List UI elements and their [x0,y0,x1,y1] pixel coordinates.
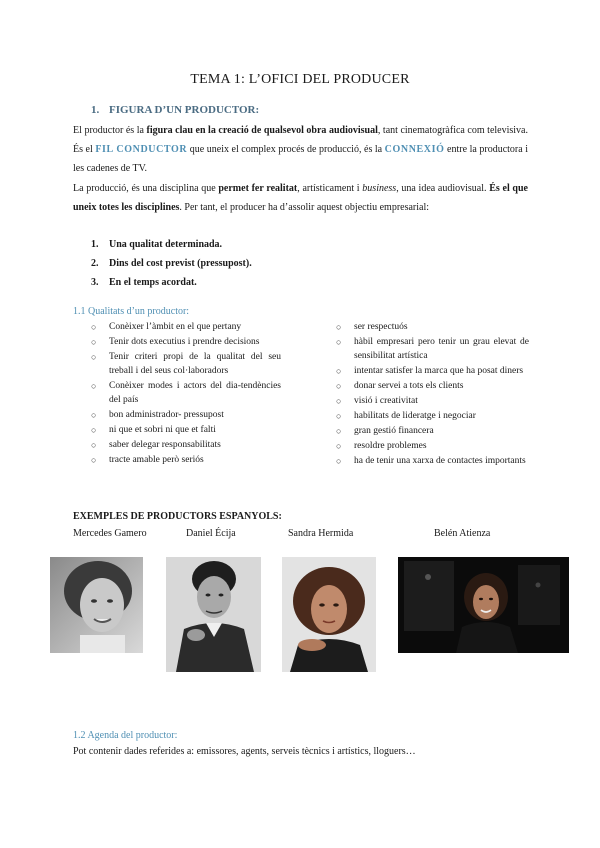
bullet-circle-icon: ○ [336,381,342,391]
text-run: , artísticament i [297,183,363,194]
item-text: resoldre problemes [354,441,427,451]
bullet-circle-icon: ○ [91,425,97,435]
text-run: El productor és la [73,125,147,136]
bullet-circle-icon: ○ [336,456,342,466]
bullet-circle-icon: ○ [336,322,342,332]
item-text: intentar satisfer la marca que ha posat diners [354,366,524,376]
bold-text: permet fer realitat [218,183,298,194]
bullet-circle-icon: ○ [336,366,342,376]
text-run: que uneix el complex procés de producció, és la [187,144,385,155]
bullet-circle-icon: ○ [91,455,97,465]
paragraph-intro [73,121,528,178]
item-text: hàbil empresari pero tenir un grau elevat de sensibilitat artística [354,337,529,361]
item-text: donar servei a tots els clients [354,381,464,391]
item-text: ni que et sobri ni que et falti [109,425,216,435]
list-item [91,423,281,437]
text-run: . Per tant, el producer ha d’assolir aquest objectiu empresarial: [179,202,430,213]
item-text: Conèixer l’àmbit en el que pertany [109,322,242,332]
italic-text: business [362,183,397,194]
bullet-circle-icon: ○ [336,411,342,421]
item-number: 2. [91,258,99,269]
portrait-image [50,557,143,653]
item-text: visió i creativitat [354,396,418,406]
subsection-heading-qualitats: 1.1 Qualitats d’un productor: [73,306,190,317]
list-item [336,320,529,334]
item-text: Una qualitat determinada. [109,239,223,250]
bullet-circle-icon: ○ [336,441,342,451]
section-title: FIGURA D’UN PRODUCTOR: [109,104,260,116]
bullet-circle-icon: ○ [91,381,97,391]
text-run: La producció, és una disciplina que [73,183,219,194]
highlight-text: FIL CONDUCTOR [95,144,188,155]
producer-name: Mercedes Gamero [73,528,147,539]
ordered-item [91,239,222,250]
list-item [91,438,281,452]
bullet-circle-icon: ○ [91,337,97,347]
text-run: , una idea audiovisual. [396,183,490,194]
item-text: Tenir dots executius i prendre decisions [109,337,260,347]
list-item [336,379,529,393]
list-item [336,335,529,363]
producer-photo [398,557,569,653]
portrait-image [282,557,376,672]
producer-photo [166,557,261,672]
list-item [91,320,281,334]
item-text: ha de tenir una xarxa de contactes importants [354,456,526,466]
list-item [336,409,529,423]
item-text: bon administrador- pressupost [109,410,224,420]
item-text: Conèixer modes i actors del dia-tendències del país [109,381,281,405]
producer-name: Daniel Écija [186,528,236,539]
text-run: entre la productora i les cadenes de TV. [73,144,529,174]
portrait-image [398,557,569,653]
list-item [91,408,281,422]
page-title: TEMA 1: L’OFICI DEL PRODUCER [190,72,410,87]
item-text: Tenir criteri propi de la qualitat del seu treball i del seus col·laboradors [109,352,281,376]
bullet-circle-icon: ○ [336,426,342,436]
bullet-circle-icon: ○ [91,322,97,332]
list-item [91,453,281,467]
list-item [91,350,281,378]
section-number: 1. [91,104,100,116]
item-text: ser respectuós [354,322,408,332]
paragraph-production [73,179,528,217]
bullet-circle-icon: ○ [336,396,342,406]
producer-photo [50,557,143,653]
item-text: tracte amable però seriós [109,455,204,465]
ordered-item [91,258,252,269]
list-item [336,439,529,453]
examples-heading: EXEMPLES DE PRODUCTORS ESPANYOLS: [73,511,282,522]
list-item [336,394,529,408]
producer-photo [282,557,376,672]
text-run: , tant cinematogràfica com televisiva. És el [73,125,528,155]
subsection-heading-agenda: 1.2 Agenda del productor: [73,730,178,741]
bold-text: És el que uneix totes les disciplines [73,183,528,213]
list-item [91,379,281,407]
agenda-text: Pot contenir dades referides a: emissores, agents, serveis tècnics i artístics, lloguers… [73,746,416,757]
ordered-item [91,277,197,288]
highlight-text: CONNEXIÓ [384,144,445,155]
item-text: gran gestió financera [354,426,434,436]
qualities-list-right [336,320,529,469]
list-item [336,364,529,378]
bold-text: figura clau en la creació de qualsevol obra audiovisual [146,125,378,136]
qualities-list-left [91,320,281,468]
bullet-circle-icon: ○ [91,440,97,450]
item-text: saber delegar responsabilitats [109,440,221,450]
producer-name: Belén Atienza [434,528,491,539]
section-heading-figura [91,104,259,116]
item-text: Dins del cost previst (pressupost). [109,258,252,269]
list-item [336,424,529,438]
bullet-circle-icon: ○ [336,337,342,347]
producer-name: Sandra Hermida [288,528,354,539]
item-text: habilitats de lideratge i negociar [354,411,476,421]
list-item [91,335,281,349]
item-number: 1. [91,239,99,250]
portrait-image [166,557,261,672]
bullet-circle-icon: ○ [91,410,97,420]
list-item [336,454,529,468]
item-text: En el temps acordat. [109,277,197,288]
item-number: 3. [91,277,99,288]
bullet-circle-icon: ○ [91,352,97,362]
